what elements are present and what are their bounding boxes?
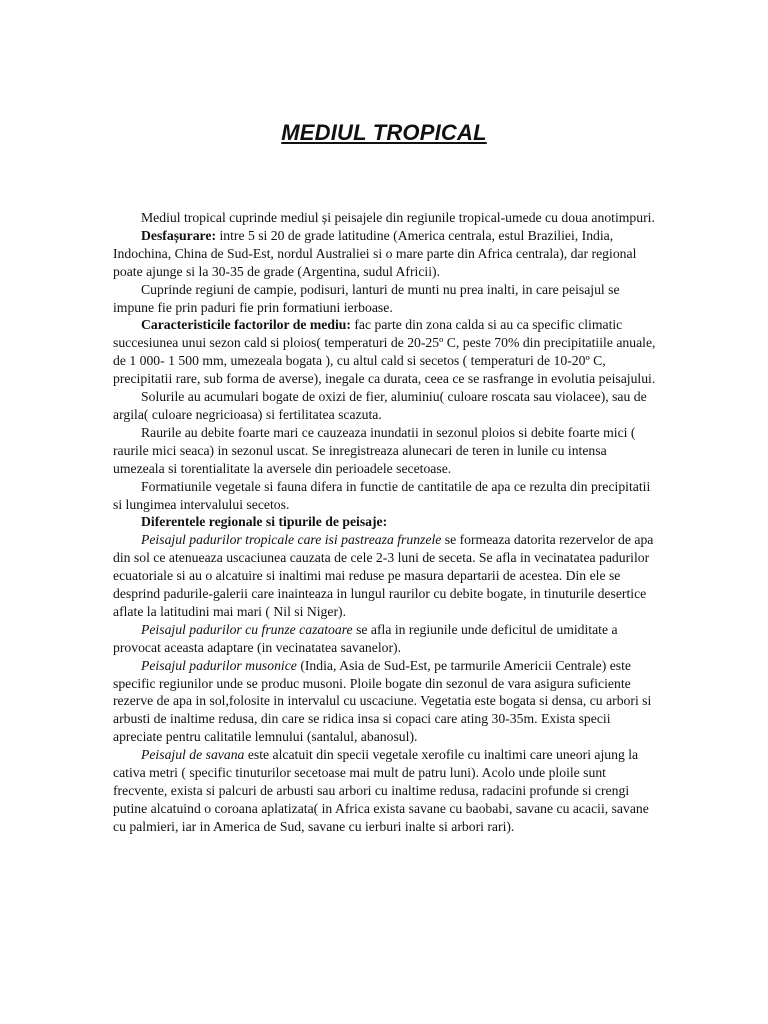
document-body [113, 209, 658, 836]
document-title: MEDIUL TROPICAL [281, 120, 487, 145]
paragraph [113, 531, 658, 621]
paragraph [113, 281, 658, 317]
paragraph-text: Solurile au acumulari bogate de oxizi de fier, aluminiu( culoare roscata sau violacee), sau de argila( culoare negricioasa) si fertilitatea scazuta. [113, 389, 647, 422]
paragraph-text: Formatiunile vegetale si fauna difera in functie de cantitatile de apa ce rezulta din precipitatii si lungimea intervalului secetos. [113, 478, 651, 512]
paragraph [113, 388, 658, 424]
paragraph-text: fac parte din zona calda si au ca specific climatic succesiunea unui sezon cald si ploios( temperaturi de 20-25º C, peste 70% din precipitatiile anuale, de 1 000- 1 500 mm, umezeala bogata ), cu altul cald si secetos ( temperaturi de 10-20º C, precipitatii rare, sub forma de averse), inegale ca durata, ceea ce se rasfrange in evolutia peisajului. [113, 317, 656, 387]
paragraph-italic-lead: Peisajul padurilor cu frunze cazatoare [141, 621, 353, 637]
paragraph-text: este alcatuit din specii vegetale xerofile cu inaltimi care uneori ajung la cativa metri ( specific tinuturilor secetoase mai mult de patru luni). Acolo unde ploile sunt frecvente, exista si palcuri de arbusti sau arbori cu inaltime redusa, radacini profunde si crengi putine alcatuind o coroana aplatizata( in Africa exista savane cu baobabi, savane cu acacii, savane cu palmieri, iar in America de Sud, savane cu ierburi inalte si arbori rari). [113, 747, 649, 834]
paragraph [113, 621, 658, 657]
paragraph [113, 657, 658, 747]
paragraph-heading: Desfașurare: [141, 227, 217, 243]
paragraph-heading: Caracteristicile factorilor de mediu: [141, 317, 351, 333]
paragraph-text: (India, Asia de Sud-Est, pe tarmurile Americii Centrale) este specific regiunilor unde se produc musoni. Ploile bogate din sezonul de vara asigura suficiente rezerve de apa in sol,folosite in intervalul cu uscaciune. Vegetatia este bogata si densa, cu arbori si arbusti de inaltime redusa, din care se ridica insa si copaci care ating 30-35m. Exista specii apreciate pentru calitatile lemnului (santalul, abanosul). [113, 657, 652, 745]
paragraph-text: se formeaza datorita rezervelor de apa din sol ce atenueaza uscaciunea cauzata de cele 2-3 luni de seceta. Se afla in vecinatatea padurilor ecuatoriale si au o alcatuire si inaltimi mai reduse pe masura departarii de acestea. Din ele se desprind padurile-galerii care inainteaza in lungul raurilor cu debite bogate, in tinuturile desertice aflate la latitudini mai mari ( Nil si Niger). [113, 532, 654, 619]
paragraph [113, 227, 658, 281]
section-heading: Diferentele regionale si tipurile de peisaje: [141, 514, 388, 530]
paragraph-italic-lead: Peisajul padurilor tropicale care isi pastreaza frunzele [141, 532, 442, 548]
paragraph [113, 424, 658, 478]
paragraph-text: se afla in regiunile unde deficitul de umiditate a provocat aceasta adaptare (in vecinatatea savanelor). [113, 621, 618, 655]
paragraph-italic-lead: Peisajul de savana [141, 747, 245, 763]
paragraph-italic-lead: Peisajul padurilor musonice [141, 657, 297, 673]
paragraph [113, 478, 658, 514]
paragraph-text: Mediul tropical cuprinde mediul și peisajele din regiunile tropical-umede cu doua anotimpuri. [141, 210, 655, 225]
paragraph [113, 746, 658, 836]
paragraph [113, 513, 658, 531]
paragraph-text: intre 5 si 20 de grade latitudine (America centrala, estul Braziliei, India, Indochina, China de Sud-Est, nordul Australiei si o mare parte din Africa centrala), dar regional poate ajunge si la 30-35 de grade (Argentina, sudul Africii). [113, 227, 637, 279]
paragraph-text: Raurile au debite foarte mari ce cauzeaza inundatii in sezonul ploios si debite foarte mici ( raurile mici seaca) in sezonul uscat. Se inregistreaza alunecari de teren in lunile cu intensa umezeala si torentialitate la aversele din perioadele secetoase. [113, 424, 636, 476]
paragraph [113, 316, 658, 388]
paragraph [113, 209, 658, 227]
paragraph-text: Cuprinde regiuni de campie, podisuri, lanturi de munti nu prea inalti, in care peisajul se impune fie prin paduri fie prin formatiuni ierboase. [113, 281, 620, 315]
